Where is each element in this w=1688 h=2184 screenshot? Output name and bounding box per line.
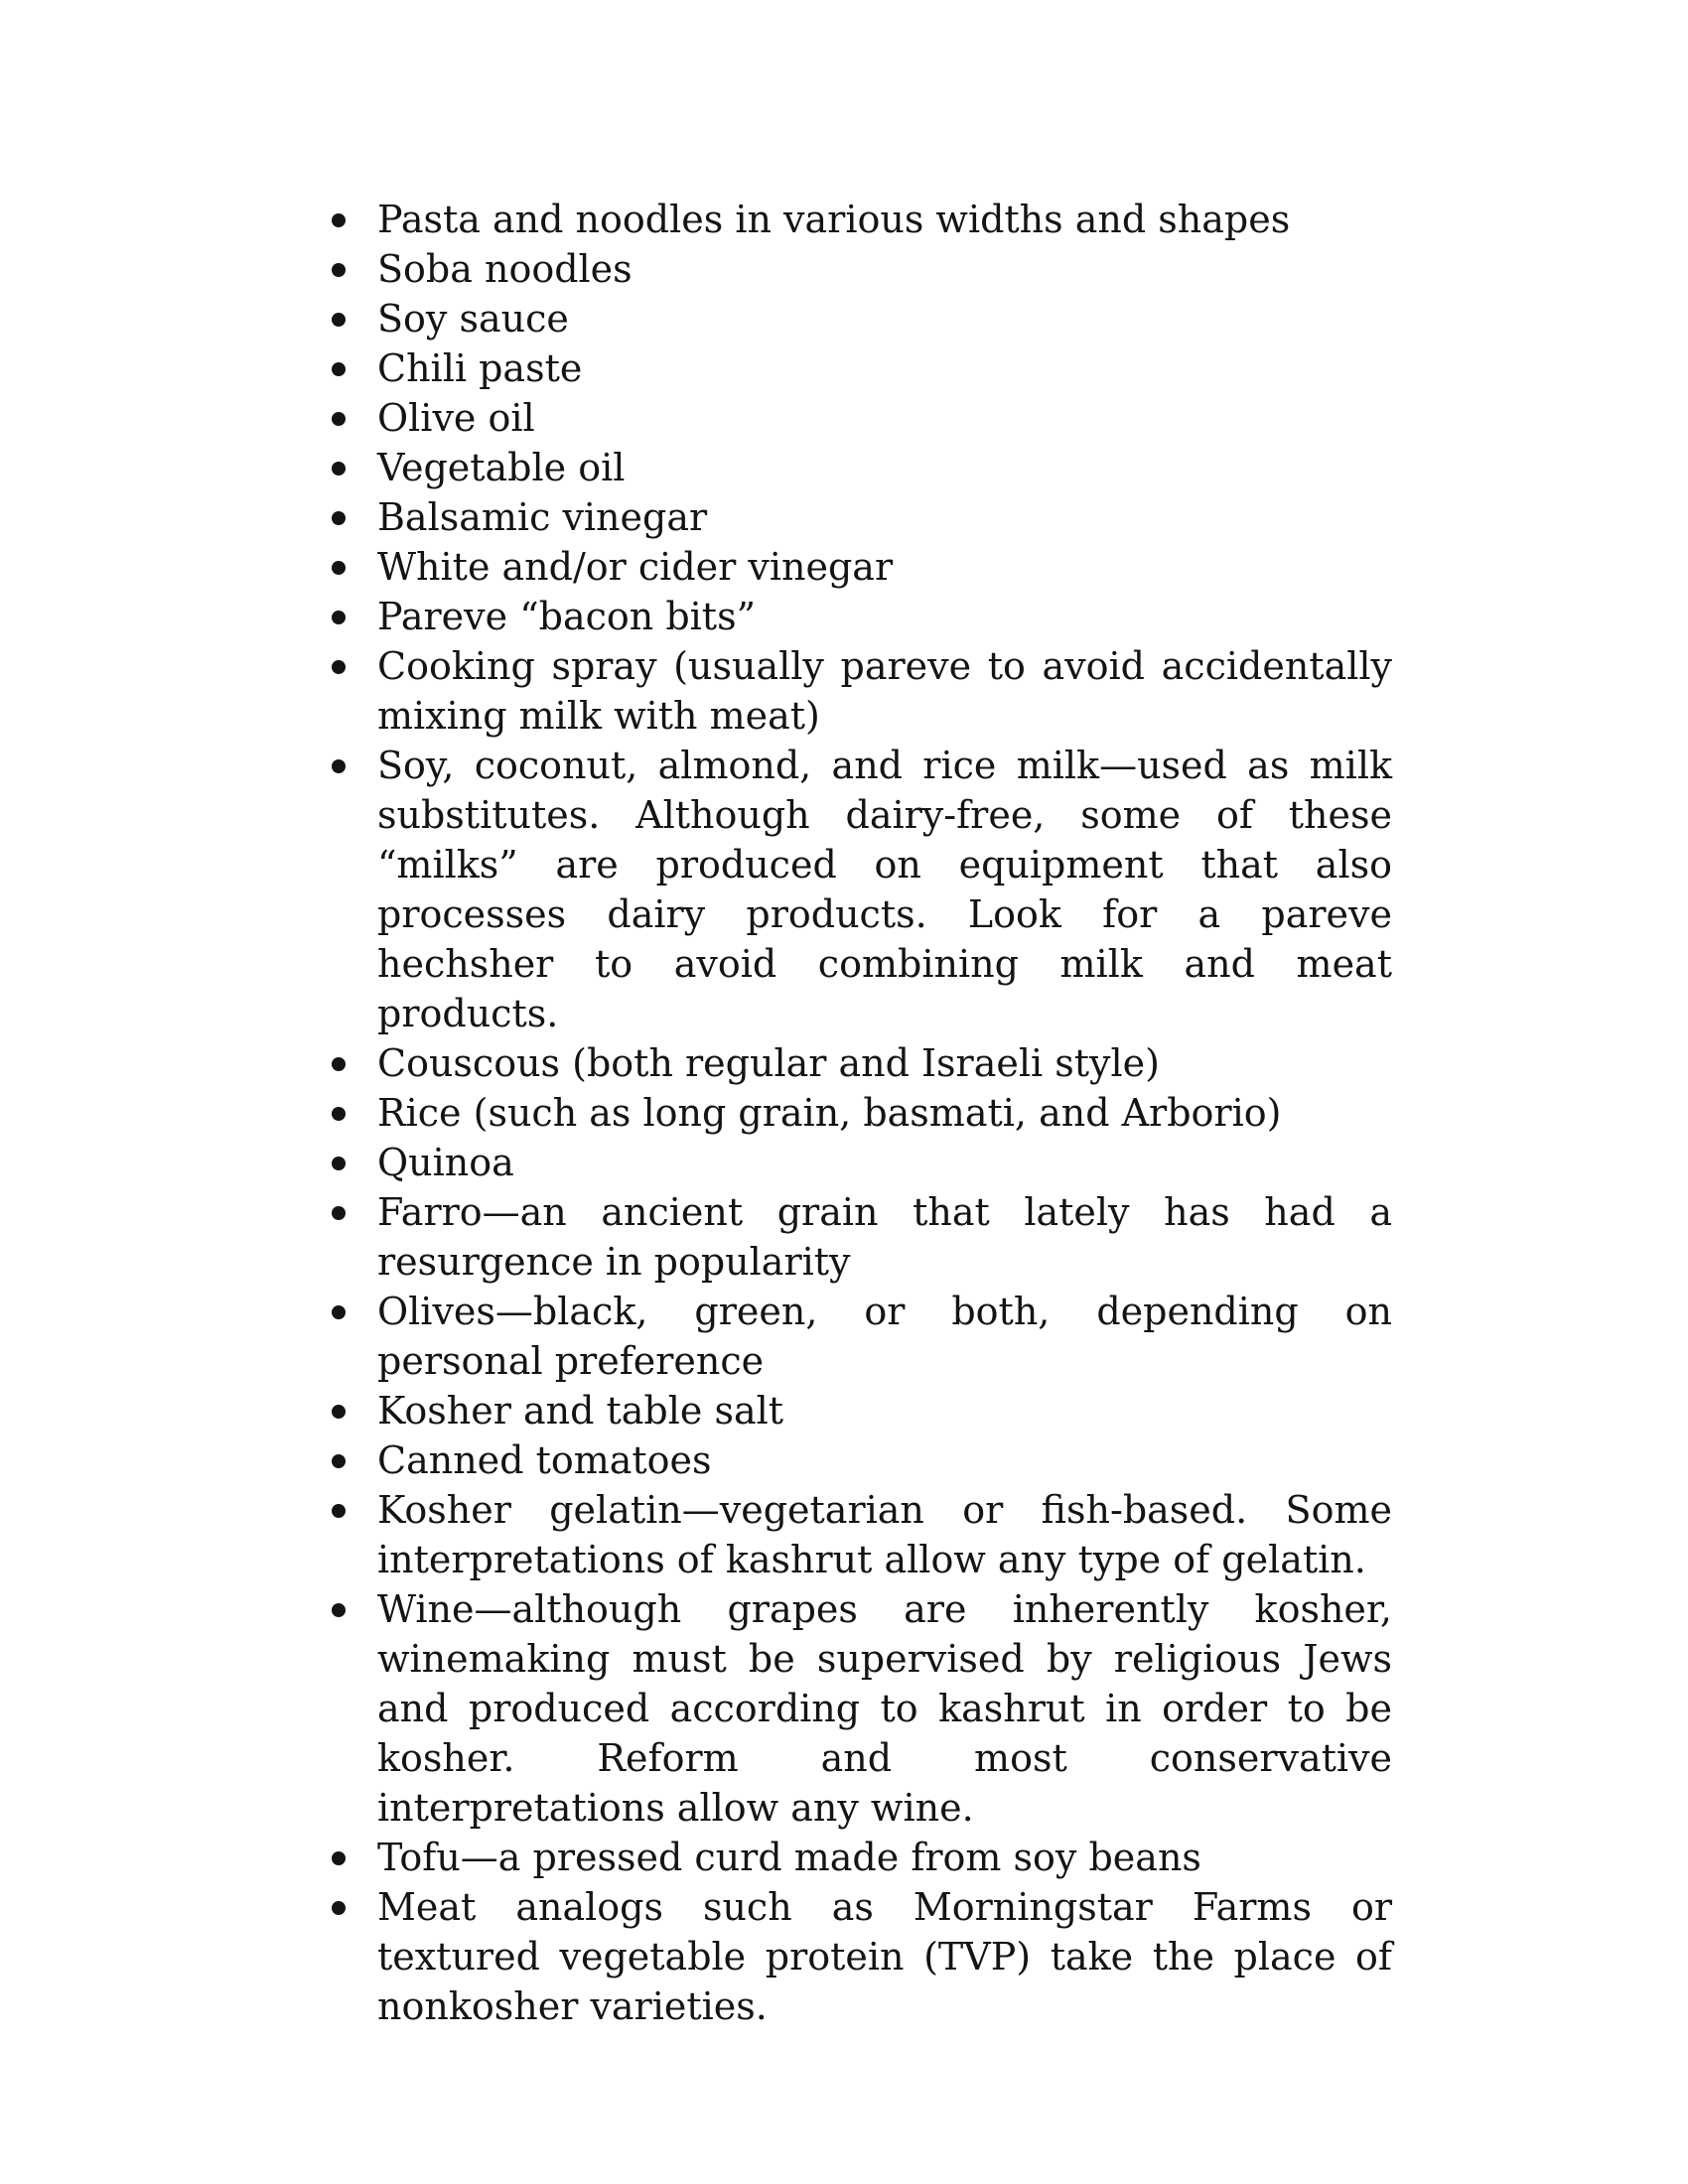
list-item	[328, 741, 1392, 1038]
list-item-text: White and/or cider vinegar	[377, 545, 894, 589]
list-item	[328, 294, 1392, 343]
bullet-icon	[332, 313, 346, 327]
list-item	[328, 1833, 1392, 1882]
bullet-icon	[332, 561, 346, 575]
pantry-item-list	[328, 195, 1392, 2031]
list-item-text: Couscous (both regular and Israeli style)	[377, 1041, 1160, 1085]
list-item-text: Pareve “bacon bits”	[377, 595, 757, 638]
list-item-text: Olive oil	[377, 396, 535, 440]
bullet-icon	[332, 759, 346, 773]
list-item	[328, 1435, 1392, 1485]
list-item-text: Balsamic vinegar	[377, 495, 708, 539]
list-item-text: Rice (such as long grain, basmati, and Arborio)	[377, 1091, 1282, 1135]
list-item-text: Vegetable oil	[377, 446, 626, 489]
list-item	[328, 1882, 1392, 2031]
list-item-text: Chili paste	[377, 346, 583, 390]
list-item	[328, 641, 1392, 741]
list-item	[328, 1038, 1392, 1088]
list-item-text: Cooking spray (usually pareve to avoid accidentally mixing milk with meat)	[377, 644, 1392, 738]
list-item	[328, 1485, 1392, 1584]
bullet-icon	[332, 462, 346, 476]
bullet-icon	[332, 412, 346, 426]
list-item-text: Soba noodles	[377, 247, 633, 291]
bullet-icon	[332, 1851, 346, 1865]
list-item	[328, 492, 1392, 542]
list-item-text: Kosher gelatin—vegetarian or fish-based. Some interpretations of kashrut allow any type of gelatin.	[377, 1488, 1392, 1581]
list-item	[328, 1138, 1392, 1187]
bullet-icon	[332, 1504, 346, 1518]
list-item	[328, 393, 1392, 443]
bullet-icon	[332, 1305, 346, 1319]
list-item	[328, 1088, 1392, 1138]
list-item	[328, 443, 1392, 492]
list-item-text: Tofu—a pressed curd made from soy beans	[377, 1836, 1201, 1879]
list-item	[328, 542, 1392, 592]
list-item	[328, 244, 1392, 294]
list-item	[328, 1287, 1392, 1386]
list-item	[328, 592, 1392, 641]
bullet-icon	[332, 611, 346, 624]
bullet-icon	[332, 1206, 346, 1220]
list-item-text: Soy, coconut, almond, and rice milk—used as milk substitutes. Although dairy-free, some of these “milks” are produced on equipment that also processes dairy products. Look for a pareve hechsher to avoid combining milk and meat products.	[377, 744, 1392, 1035]
list-item-text: Olives—black, green, or both, depending on personal preference	[377, 1290, 1392, 1383]
list-item	[328, 1584, 1392, 1833]
list-item-text: Kosher and table salt	[377, 1389, 784, 1433]
bullet-icon	[332, 362, 346, 376]
bullet-icon	[332, 1405, 346, 1419]
list-item-text: Wine—although grapes are inherently kosher, winemaking must be supervised by religious Jews and produced according to kashrut in order to be kosher. Reform and most conservative interpretations allow any wine.	[377, 1587, 1392, 1830]
list-item-text: Pasta and noodles in various widths and shapes	[377, 198, 1291, 241]
bullet-icon	[332, 1057, 346, 1071]
bullet-icon	[332, 511, 346, 525]
list-item	[328, 195, 1392, 244]
list-item-text: Farro—an ancient grain that lately has had a resurgence in popularity	[377, 1190, 1392, 1284]
list-item-text: Meat analogs such as Morningstar Farms or textured vegetable protein (TVP) take the place of nonkosher varieties.	[377, 1885, 1392, 2028]
bullet-icon	[332, 213, 346, 227]
list-item-text: Quinoa	[377, 1141, 514, 1184]
list-item	[328, 1187, 1392, 1287]
bullet-icon	[332, 1603, 346, 1617]
bullet-icon	[332, 660, 346, 674]
bullet-icon	[332, 1107, 346, 1121]
list-item-text: Canned tomatoes	[377, 1438, 712, 1482]
bullet-icon	[332, 1454, 346, 1468]
bullet-icon	[332, 1901, 346, 1915]
bullet-icon	[332, 263, 346, 277]
list-item-text: Soy sauce	[377, 297, 569, 341]
list-item	[328, 1386, 1392, 1435]
list-item	[328, 343, 1392, 393]
bullet-icon	[332, 1157, 346, 1170]
